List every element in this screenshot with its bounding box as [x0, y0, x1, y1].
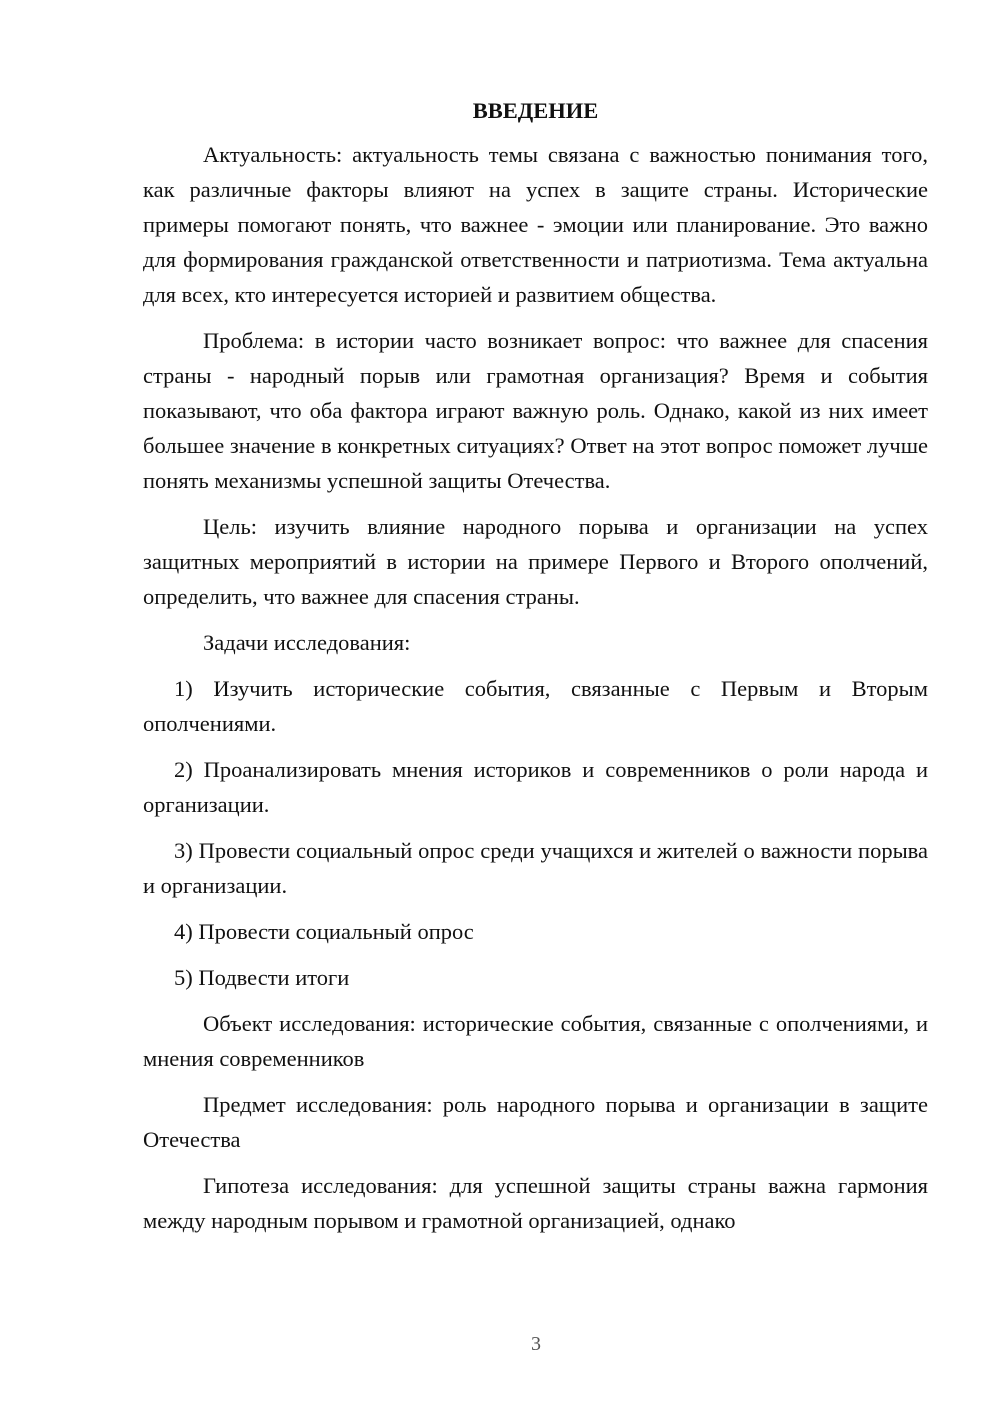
page-title: ВВЕДЕНИЕ — [472, 98, 599, 123]
subject-paragraph: Предмет исследования: роль народного порыва и организации в защите Отечества — [143, 1092, 928, 1152]
page-number: 3 — [531, 1333, 541, 1355]
task-item-1: 1) Изучить исторические события, связанные с Первым и Вторым ополчениями. — [143, 676, 928, 736]
problem-paragraph: Проблема: в истории часто возникает вопрос: что важнее для спасения страны - народный порыв или грамотная организация? Время и события показывают, что оба фактора играют важную роль. Однако, какой из них имеет большее значение в конкретных ситуациях? Ответ на этот вопрос поможет лучше понять механизмы успешной защиты Отечества. — [143, 328, 928, 493]
hypothesis-paragraph: Гипотеза исследования: для успешной защиты страны важна гармония между народным порывом и грамотной организацией, однако — [143, 1173, 928, 1233]
task-item-2: 2) Проанализировать мнения историков и современников о роли народа и организации. — [143, 757, 928, 817]
document-page — [143, 93, 928, 1249]
task-item-5: 5) Подвести итоги — [174, 965, 350, 990]
object-paragraph: Объект исследования: исторические события, связанные с ополчениями, и мнения современников — [143, 1011, 928, 1071]
tasks-heading: Задачи исследования: — [203, 630, 411, 655]
goal-paragraph: Цель: изучить влияние народного порыва и организации на успех защитных мероприятий в истории на примере Первого и Второго ополчений, определить, что важнее для спасения страны. — [143, 514, 928, 609]
task-item-3: 3) Провести социальный опрос среди учащихся и жителей о важности порыва и организации. — [143, 838, 928, 898]
task-item-4: 4) Провести социальный опрос — [174, 919, 474, 944]
relevance-paragraph: Актуальность: актуальность темы связана с важностью понимания того, как различные факторы влияют на успех в защите страны. Исторические примеры помогают понять, что важнее - эмоции или планирование. Это важно для формирования гражданской ответственности и патриотизма. Тема актуальна для всех, кто интересуется историей и развитием общества. — [143, 142, 928, 307]
